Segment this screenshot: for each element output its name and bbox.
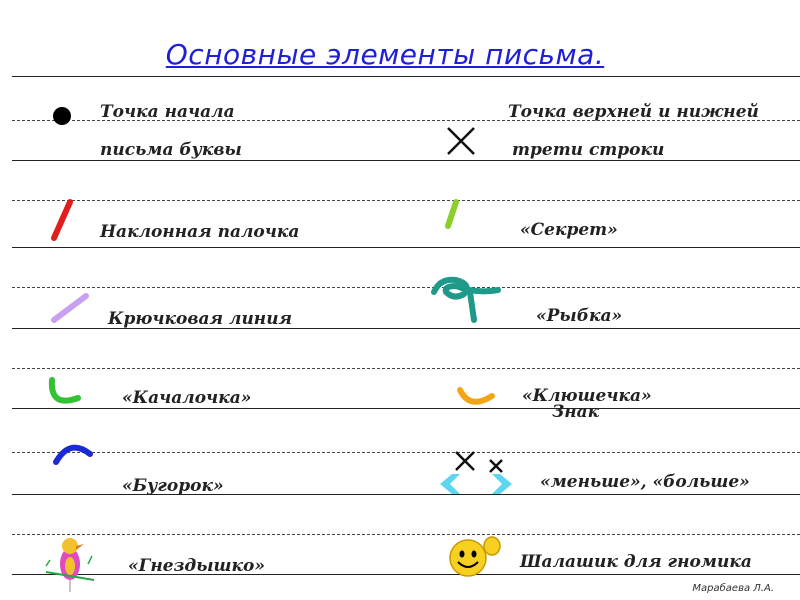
third-point-label-line2: трети строки [512,140,665,160]
start-point-label-line2: письма буквы [100,140,242,160]
secret-stick-icon [440,198,464,232]
sign-label: Знак [552,402,600,422]
hockey-curve-icon [452,384,498,412]
fish-loop-icon [426,274,508,326]
ruling-line [12,287,800,288]
cross-icon [444,124,478,158]
slanted-stick-icon [46,196,78,244]
swing-curve-icon [42,372,90,412]
third-point-label-line1: Точка верхней и нижней [508,102,759,122]
bird-nest-icon [42,530,98,596]
page-title: Основные элементы письма. [165,38,605,71]
less-greater-icon [434,448,526,496]
hook-line-label: Крючковая линия [108,309,293,329]
hump-curve-icon [48,440,98,470]
author-credit: Марабаева Л.А. [692,583,774,594]
ruling-line [12,368,800,369]
ruling-line [12,160,800,161]
smiley-icon [446,534,506,578]
swing-label: «Качалочка» [122,388,252,408]
ruling-line [12,408,800,409]
ruling-line [12,76,800,77]
ruling-line [12,200,800,201]
ruling-line [12,247,800,248]
less-greater-label: «меньше», «больше» [540,472,750,492]
hockey-label: «Клюшечка» [522,386,652,406]
nest-label: «Гнездышко» [128,556,265,576]
secret-label: «Секрет» [520,220,618,240]
ruling-line [12,452,800,453]
hook-line-icon [46,290,94,328]
fish-label: «Рыбка» [536,306,623,326]
start-point-label-line1: Точка начала [100,102,235,122]
slanted-stick-label: Наклонная палочка [100,222,300,242]
gnome-hut-label: Шалашик для гномика [520,552,752,572]
ruling-line [12,534,800,535]
dot-icon [50,104,74,128]
hump-label: «Бугорок» [122,476,224,496]
